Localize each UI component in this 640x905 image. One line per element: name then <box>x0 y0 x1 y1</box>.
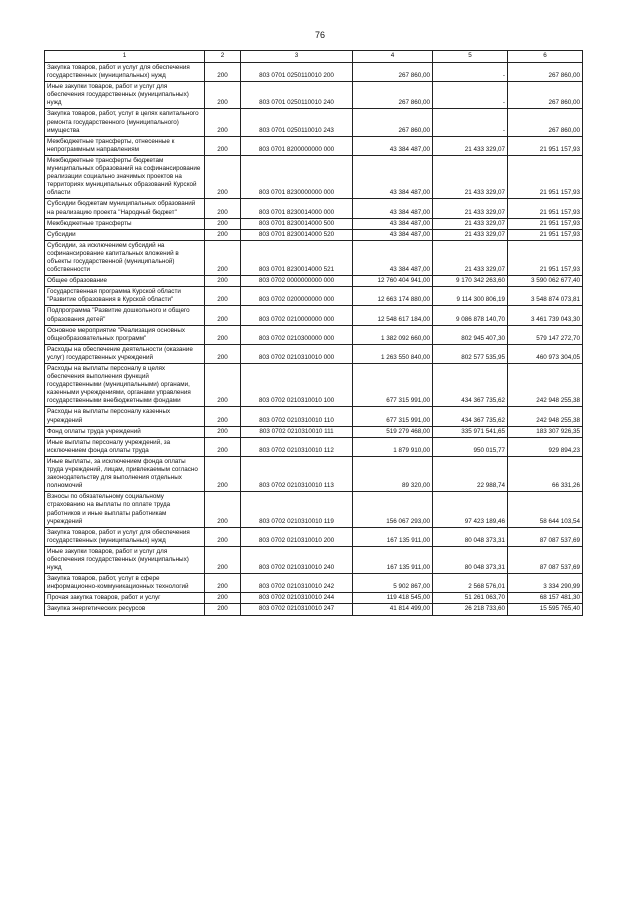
item-name: Государственная программа Курской области "Развитие образования в Курской области" <box>45 287 205 306</box>
item-value-4: 267 860,00 <box>353 109 433 136</box>
item-code: 803 0701 0250110010 200 <box>241 63 353 82</box>
item-name: Фонд оплаты труда учреждений <box>45 426 205 437</box>
item-value-5: 9 114 300 806,19 <box>433 287 508 306</box>
item-dept: 200 <box>205 574 241 593</box>
item-dept: 200 <box>205 407 241 426</box>
item-name: Прочая закупка товаров, работ и услуг <box>45 593 205 604</box>
item-value-4: 43 384 487,00 <box>353 229 433 240</box>
table-row <box>45 574 583 593</box>
item-value-4: 1 382 092 660,00 <box>353 325 433 344</box>
table-row <box>45 593 583 604</box>
item-name: Закупка товаров, работ, услуг в целях капитального ремонта государственного (муниципального) имущества <box>45 109 205 136</box>
item-dept: 200 <box>205 527 241 546</box>
budget-table-container <box>44 50 582 616</box>
item-code: 803 0702 0000000000 000 <box>241 276 353 287</box>
item-code: 803 0702 0210300000 000 <box>241 325 353 344</box>
item-code: 803 0701 8230014000 521 <box>241 240 353 275</box>
item-name: Закупка энергетических ресурсов <box>45 604 205 615</box>
item-value-4: 12 548 617 184,00 <box>353 306 433 325</box>
item-value-4: 5 902 867,00 <box>353 574 433 593</box>
table-row <box>45 287 583 306</box>
item-name: Расходы на обеспечение деятельности (оказание услуг) государственных учреждений <box>45 344 205 363</box>
item-value-6: 87 087 537,69 <box>508 546 583 573</box>
item-value-6: 3 334 290,99 <box>508 574 583 593</box>
item-dept: 200 <box>205 276 241 287</box>
item-name: Закупка товаров, работ и услуг для обеспечения государственных (муниципальных) нужд <box>45 527 205 546</box>
item-value-5: 26 218 733,60 <box>433 604 508 615</box>
item-dept: 200 <box>205 199 241 218</box>
item-name: Иные закупки товаров, работ и услуг для обеспечения государственных (муниципальных) нужд <box>45 546 205 573</box>
item-value-5: 21 433 329,07 <box>433 155 508 198</box>
item-code: 803 0702 0210310010 000 <box>241 344 353 363</box>
table-row <box>45 527 583 546</box>
item-code: 803 0702 0210310010 100 <box>241 364 353 407</box>
item-value-4: 12 760 404 941,00 <box>353 276 433 287</box>
item-value-4: 267 860,00 <box>353 63 433 82</box>
item-name: Межбюджетные трансферты <box>45 218 205 229</box>
item-code: 803 0702 0210310010 200 <box>241 527 353 546</box>
item-code: 803 0701 0250110010 243 <box>241 109 353 136</box>
item-code: 803 0702 0210310010 247 <box>241 604 353 615</box>
item-dept: 200 <box>205 364 241 407</box>
item-name: Субсидии, за исключением субсидий на софинансирование капитальных вложений в объекты государственной (муниципальной) собственности <box>45 240 205 275</box>
table-row <box>45 63 583 82</box>
item-code: 803 0702 0210310010 119 <box>241 492 353 527</box>
item-value-5: 802 945 407,30 <box>433 325 508 344</box>
item-value-4: 677 315 991,00 <box>353 364 433 407</box>
item-value-5: 434 367 735,62 <box>433 364 508 407</box>
item-value-5: 9 170 342 263,60 <box>433 276 508 287</box>
item-value-5: - <box>433 109 508 136</box>
table-row <box>45 240 583 275</box>
item-dept: 200 <box>205 325 241 344</box>
item-name: Иные выплаты, за исключением фонда оплаты труда учреждений, лицам, привлекаемым согласно законодательству для выполнения отдельных полномочий <box>45 456 205 491</box>
item-name: Подпрограмма "Развитие дошкольного и общего образования детей" <box>45 306 205 325</box>
header-cell: 3 <box>241 51 353 63</box>
table-row <box>45 82 583 109</box>
item-value-5: - <box>433 63 508 82</box>
item-dept: 200 <box>205 492 241 527</box>
item-code: 803 0701 0250110010 240 <box>241 82 353 109</box>
item-code: 803 0702 0210310010 242 <box>241 574 353 593</box>
header-cell: 6 <box>508 51 583 63</box>
item-value-5: 335 971 541,65 <box>433 426 508 437</box>
item-dept: 200 <box>205 63 241 82</box>
table-row <box>45 199 583 218</box>
table-row <box>45 136 583 155</box>
item-name: Взносы по обязательному социальному страхованию на выплаты по оплате труда работников и иные выплаты работникам учреждений <box>45 492 205 527</box>
item-value-4: 519 279 468,00 <box>353 426 433 437</box>
item-dept: 200 <box>205 426 241 437</box>
item-value-4: 41 814 499,00 <box>353 604 433 615</box>
item-name: Межбюджетные трансферты, отнесенные к непрограммным направлениям <box>45 136 205 155</box>
item-value-6: 3 548 874 073,81 <box>508 287 583 306</box>
header-cell: 1 <box>45 51 205 63</box>
item-dept: 200 <box>205 437 241 456</box>
item-value-4: 156 067 293,00 <box>353 492 433 527</box>
item-name: Закупка товаров, работ, услуг в сфере информационно-коммуникационных технологий <box>45 574 205 593</box>
item-value-6: 58 644 103,54 <box>508 492 583 527</box>
item-value-6: 21 951 157,93 <box>508 218 583 229</box>
item-dept: 200 <box>205 593 241 604</box>
item-value-4: 677 315 991,00 <box>353 407 433 426</box>
item-value-4: 119 418 545,00 <box>353 593 433 604</box>
item-name: Расходы на выплаты персоналу в целях обеспечения выполнения функций государственными (муниципальными) органами, казенными учреждениями, органами управления государственными внебюджетными фондами <box>45 364 205 407</box>
item-value-4: 43 384 487,00 <box>353 155 433 198</box>
item-dept: 200 <box>205 604 241 615</box>
table-row <box>45 344 583 363</box>
item-code: 803 0702 0210310010 113 <box>241 456 353 491</box>
item-value-6: 87 087 537,69 <box>508 527 583 546</box>
table-row <box>45 276 583 287</box>
item-code: 803 0701 8230014000 520 <box>241 229 353 240</box>
header-cell: 2 <box>205 51 241 63</box>
item-value-5: 51 261 063,70 <box>433 593 508 604</box>
item-value-4: 1 263 550 840,00 <box>353 344 433 363</box>
item-value-6: 3 590 062 677,40 <box>508 276 583 287</box>
table-row <box>45 437 583 456</box>
item-dept: 200 <box>205 109 241 136</box>
item-value-6: 242 948 255,38 <box>508 364 583 407</box>
item-value-5: 802 577 535,95 <box>433 344 508 363</box>
header-row <box>45 51 583 63</box>
item-code: 803 0701 8230000000 000 <box>241 155 353 198</box>
table-row <box>45 492 583 527</box>
table-row <box>45 306 583 325</box>
item-value-6: 267 860,00 <box>508 63 583 82</box>
item-value-4: 43 384 487,00 <box>353 199 433 218</box>
item-name: Иные выплаты персоналу учреждений, за исключением фонда оплаты труда <box>45 437 205 456</box>
table-row <box>45 364 583 407</box>
header-cell: 4 <box>353 51 433 63</box>
item-code: 803 0702 0210310010 111 <box>241 426 353 437</box>
item-value-6: 21 951 157,93 <box>508 155 583 198</box>
item-dept: 200 <box>205 155 241 198</box>
item-name: Иные закупки товаров, работ и услуг для обеспечения государственных (муниципальных) нужд <box>45 82 205 109</box>
item-value-4: 43 384 487,00 <box>353 240 433 275</box>
item-dept: 200 <box>205 218 241 229</box>
item-dept: 200 <box>205 82 241 109</box>
table-row <box>45 546 583 573</box>
item-value-6: 21 951 157,93 <box>508 229 583 240</box>
item-dept: 200 <box>205 456 241 491</box>
item-value-4: 43 384 487,00 <box>353 218 433 229</box>
item-dept: 200 <box>205 240 241 275</box>
item-name: Закупка товаров, работ и услуг для обеспечения государственных (муниципальных) нужд <box>45 63 205 82</box>
item-dept: 200 <box>205 136 241 155</box>
item-value-6: 21 951 157,93 <box>508 240 583 275</box>
item-value-5: 2 568 576,01 <box>433 574 508 593</box>
item-name: Расходы на выплаты персоналу казенных учреждений <box>45 407 205 426</box>
item-value-5: 9 086 878 140,70 <box>433 306 508 325</box>
item-code: 803 0701 8230014000 500 <box>241 218 353 229</box>
table-row <box>45 155 583 198</box>
item-value-5: 950 015,77 <box>433 437 508 456</box>
item-value-5: 21 433 329,07 <box>433 199 508 218</box>
item-dept: 200 <box>205 287 241 306</box>
item-dept: 200 <box>205 546 241 573</box>
item-name: Общее образование <box>45 276 205 287</box>
item-value-5: 21 433 329,07 <box>433 229 508 240</box>
item-value-6: 183 307 926,35 <box>508 426 583 437</box>
item-value-6: 929 894,23 <box>508 437 583 456</box>
item-value-6: 267 860,00 <box>508 109 583 136</box>
header-cell: 5 <box>433 51 508 63</box>
item-value-6: 242 948 255,38 <box>508 407 583 426</box>
item-dept: 200 <box>205 229 241 240</box>
item-value-6: 267 860,00 <box>508 82 583 109</box>
table-row <box>45 604 583 615</box>
item-value-4: 12 663 174 880,00 <box>353 287 433 306</box>
table-row <box>45 325 583 344</box>
table-row <box>45 456 583 491</box>
item-value-6: 460 973 304,05 <box>508 344 583 363</box>
item-value-4: 89 320,00 <box>353 456 433 491</box>
item-value-6: 3 461 739 043,30 <box>508 306 583 325</box>
item-value-5: 80 048 373,31 <box>433 527 508 546</box>
item-value-5: 21 433 329,07 <box>433 136 508 155</box>
item-code: 803 0701 8200000000 000 <box>241 136 353 155</box>
item-code: 803 0702 0210000000 000 <box>241 306 353 325</box>
item-value-6: 21 951 157,93 <box>508 199 583 218</box>
item-code: 803 0702 0200000000 000 <box>241 287 353 306</box>
item-value-5: 21 433 329,07 <box>433 240 508 275</box>
item-code: 803 0701 8230014000 000 <box>241 199 353 218</box>
item-code: 803 0702 0210310010 244 <box>241 593 353 604</box>
table-row <box>45 426 583 437</box>
item-value-4: 167 135 911,00 <box>353 546 433 573</box>
item-value-4: 267 860,00 <box>353 82 433 109</box>
item-code: 803 0702 0210310010 110 <box>241 407 353 426</box>
item-value-4: 43 384 487,00 <box>353 136 433 155</box>
table-row <box>45 109 583 136</box>
page-number: 76 <box>314 30 325 40</box>
item-value-5: 22 988,74 <box>433 456 508 491</box>
item-dept: 200 <box>205 306 241 325</box>
item-value-5: 21 433 329,07 <box>433 218 508 229</box>
item-value-4: 1 879 910,00 <box>353 437 433 456</box>
table-row <box>45 229 583 240</box>
item-code: 803 0702 0210310010 112 <box>241 437 353 456</box>
item-value-6: 15 595 765,40 <box>508 604 583 615</box>
item-value-6: 21 951 157,93 <box>508 136 583 155</box>
table-row <box>45 218 583 229</box>
item-value-6: 66 331,26 <box>508 456 583 491</box>
item-value-5: 434 367 735,62 <box>433 407 508 426</box>
table-body <box>45 63 583 616</box>
item-value-5: 97 423 189,46 <box>433 492 508 527</box>
item-value-5: 80 048 373,31 <box>433 546 508 573</box>
item-value-6: 579 147 272,70 <box>508 325 583 344</box>
item-name: Основное мероприятие "Реализация основных общеобразовательных программ" <box>45 325 205 344</box>
table-row <box>45 407 583 426</box>
item-value-6: 68 157 481,30 <box>508 593 583 604</box>
item-value-5: - <box>433 82 508 109</box>
item-value-4: 167 135 911,00 <box>353 527 433 546</box>
item-name: Субсидии бюджетам муниципальных образований на реализацию проекта "Народный бюджет" <box>45 199 205 218</box>
budget-table <box>44 50 583 616</box>
item-name: Субсидии <box>45 229 205 240</box>
item-name: Межбюджетные трансферты бюджетам муниципальных образований на софинансирование реализации социально значимых проектов на территориях муниципальных образований Курской области <box>45 155 205 198</box>
item-code: 803 0702 0210310010 240 <box>241 546 353 573</box>
item-dept: 200 <box>205 344 241 363</box>
